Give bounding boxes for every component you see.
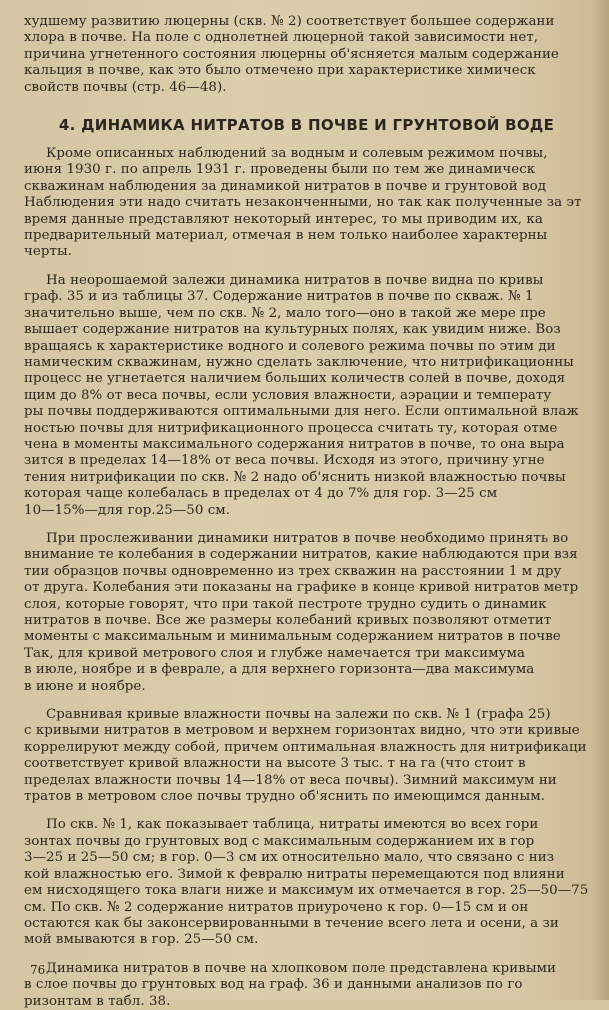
text-line: Кроме описанных наблюдений за водным и солевым режимом почвы, [46, 146, 548, 162]
text-line: остаются как бы законсервированными в течение всего лета и осени, а зи [24, 915, 559, 931]
text-line: зонтах почвы до грунтовых вод с максимальным содержанием их в гор [24, 833, 535, 849]
text-line: внимание те колебания в содержании нитратов, какие наблюдаются при взя [24, 547, 578, 563]
text-line: Сравнивая кривые влажности почвы на залежи по скв. № 1 (графа 25) [46, 707, 551, 723]
text-line: худшему развитию люцерны (скв. № 2) соответствует большее содержани [24, 14, 555, 29]
paragraph-carryover [24, 14, 589, 96]
text-line: июня 1930 г. по апрель 1931 г. проведены были по тем же динамическ [24, 162, 536, 178]
text-line: кальция в почве, как это было отмечено при характеристике химическ [24, 63, 536, 79]
section-body [24, 146, 589, 1010]
carryover-paragraph [24, 14, 589, 96]
text-line: ры почвы поддерживаются оптимальными для него. Если оптимальной влаж [24, 404, 579, 420]
text-line: свойств почвы (стр. 46—48). [24, 79, 227, 95]
text-line: хлора в почве. На поле с однолетней люцерной такой зависимости нет, [24, 30, 539, 46]
paragraph-p1 [24, 146, 589, 261]
text-line: Наблюдения эти надо считать незаконченными, но так как полученные за эт [24, 195, 582, 211]
text-line: коррелируют между собой, причем оптимальная влажность для нитрификаци [24, 739, 587, 755]
text-line: мой вмываются в гор. 25—50 см. [24, 932, 259, 948]
paragraph-p2 [24, 273, 589, 519]
text-line: см. По скв. № 2 содержание нитратов приурочено к гор. 0—15 см и он [24, 899, 529, 915]
text-line: ем нисходящего тока влаги ниже и максимум их отмечается в гор. 25—50—75 [24, 883, 589, 899]
section-title: 4. ДИНАМИКА НИТРАТОВ В ПОЧВЕ И ГРУНТОВОЙ ВОДЕ [58, 116, 555, 135]
text-line: граф. 35 и из таблицы 37. Содержание нитратов в почве по скваж. № 1 [24, 289, 534, 305]
text-line: Так, для кривой метрового слоя и глубже намечается три максимума [24, 645, 525, 661]
paragraph-p5 [24, 817, 589, 948]
text-line: слоя, которые говорят, что при такой пестроте трудно судить о динамик [24, 596, 547, 612]
text-line: При прослеживании динамики нитратов в почве необходимо принять во [46, 530, 569, 546]
text-line: тии образцов почвы одновременно из трех скважин на расстоянии 1 м дру [24, 563, 562, 579]
text-line: щим до 8% от веса почвы, если условия влажности, аэрации и температу [24, 387, 552, 403]
text-line: от друга. Колебания эти показаны на графике в конце кривой нитратов метр [24, 580, 579, 596]
text-line: процесс не угнетается наличием больших количеств солей в почве, доходя [24, 371, 566, 387]
text-line: тратов в метровом слое почвы трудно об'яснить по имеющимся данным. [24, 789, 545, 805]
text-line: намическим скважинам, нужно сделать заключение, что нитрификационны [24, 354, 574, 370]
text-line: ностью почвы для нитрификационного процесса считать ту, которая отме [24, 420, 558, 436]
text-line: предварительный материал, отмечая в нем только наиболее характерны [24, 228, 548, 244]
text-line: ризонтам в табл. 38. [24, 993, 171, 1009]
paragraph-p4 [24, 707, 589, 805]
text-line: с кривыми нитратов в метровом и верхнем горизонтах видно, что эти кривые [24, 723, 580, 739]
text-line: пределах влажности почвы 14—18% от веса почвы). Зимний максимум ни [24, 772, 557, 788]
text-line: 10—15%—для гор.25—50 см. [24, 502, 231, 518]
text-line: значительно выше, чем по скв. № 2, мало того—оно в такой же мере пре [24, 305, 546, 321]
text-line: в слое почвы до грунтовых вод на граф. 36 и данными анализов по го [24, 977, 523, 993]
text-line: причина угнетенного состояния люцерны об'ясняется малым содержание [24, 46, 559, 62]
paragraph-p6 [24, 961, 589, 1010]
text-line: скважинам наблюдения за динамикой нитратов в почве и грунтовой вод [24, 178, 547, 194]
page-number: 76 [30, 963, 46, 977]
text-line: чена в моменты максимального содержания нитратов в почве, то она выра [24, 436, 565, 452]
text-line: зится в пределах 14—18% от веса почвы. Исходя из этого, причину угне [24, 453, 545, 469]
text-line: в июне и ноябре. [24, 678, 146, 694]
text-line: время данные представляют некоторый интерес, то мы приводим их, ка [24, 211, 543, 227]
text-line: вращаясь к характеристике водного и солевого режима почвы по этим ди [24, 338, 556, 354]
text-line: нитратов в почве. Все же размеры колебаний кривых позволяют отметит [24, 613, 552, 628]
text-line: кой влажностью его. Зимой к февралю нитраты перемещаются под влияни [24, 866, 565, 882]
text-line: Динамика нитратов в почве на хлопковом поле представлена кривыми [46, 960, 556, 976]
text-line: черты. [24, 244, 72, 260]
paragraph-p3 [24, 531, 589, 695]
text-line: моменты с максимальным и минимальным содержанием нитратов в почве [24, 629, 561, 645]
text-line: соответствует кривой влажности на высоте 3 тыс. т на га (что стоит в [24, 756, 526, 772]
text-line: тения нитрификации по скв. № 2 надо об'яснить низкой влажностью почвы [24, 469, 566, 485]
text-line: в июле, ноябре и в феврале, а для верхнего горизонта—два максимума [24, 662, 535, 678]
text-line: вышает содержание нитратов на культурных полях, как увидим ниже. Воз [24, 322, 561, 338]
text-line: На неорошаемой залежи динамика нитратов в почве видна по кривы [46, 272, 544, 288]
text-line: 3—25 и 25—50 см; в гор. 0—3 см их относительно мало, что связано с низ [24, 850, 555, 866]
text-line: По скв. № 1, как показывает таблица, нитраты имеются во всех гори [46, 817, 539, 833]
text-line: которая чаще колебалась в пределах от 4 до 7% для гор. 3—25 см [24, 486, 498, 502]
